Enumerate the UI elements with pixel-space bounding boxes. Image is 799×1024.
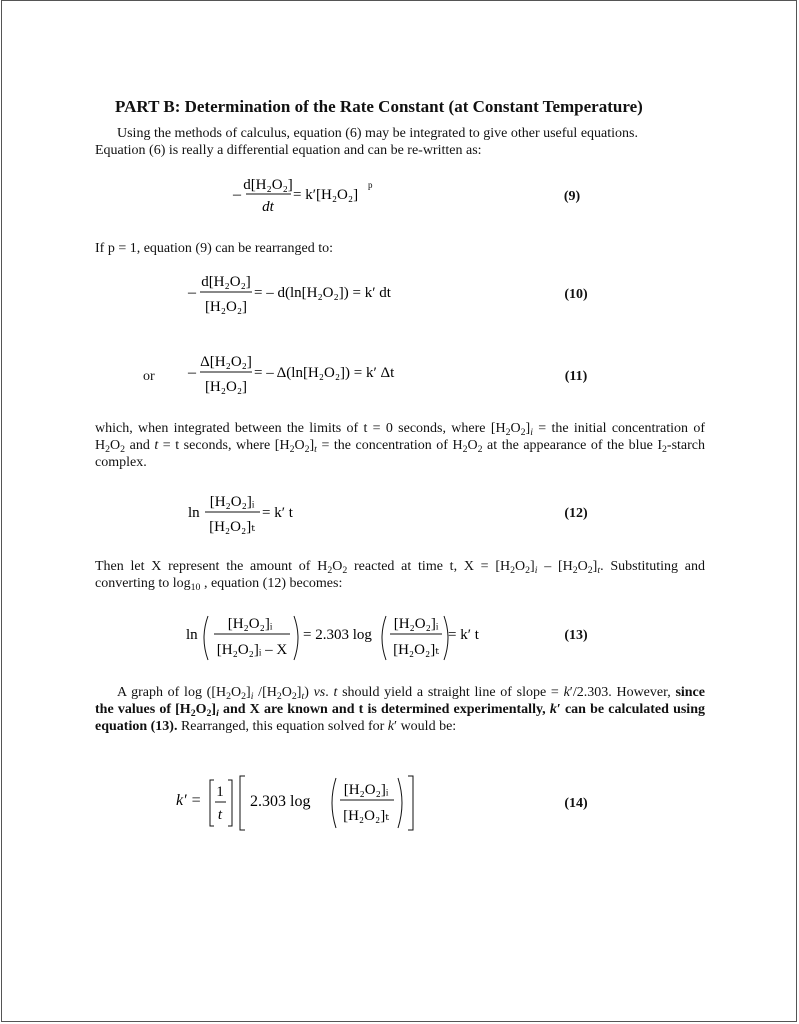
equation-number-14: (14): [564, 796, 588, 811]
p-condition-text: If p = 1, equation (9) can be rearranged to:: [95, 241, 334, 256]
equation-13: [186, 610, 516, 666]
eq10-numerator: d[H₂O₂]: [201, 274, 251, 290]
eq11-numerator: Δ[H₂O₂]: [200, 354, 252, 370]
intro-line-1: Using the methods of calculus, equation (6) may be integrated to give other useful equations.: [117, 126, 638, 141]
intro-paragraph: [95, 125, 705, 159]
eq14-numerator: [H₂O₂]ᵢ: [343, 782, 389, 798]
eq11-rhs: = – Δ(ln[H₂O₂]) = k′ Δt: [254, 365, 395, 381]
section-heading: PART B: Determination of the Rate Constant (at Constant Temperature): [115, 97, 643, 116]
equation-11: [188, 348, 428, 400]
eq12-ln: ln: [188, 505, 200, 521]
eq10-rhs: = – d(ln[H₂O₂]) = k′ dt: [254, 285, 391, 301]
eq9-power: p: [368, 180, 373, 190]
eq10-minus: –: [188, 284, 196, 301]
graph-paragraph: A graph of $\log ([H_2O_2]_i$ $/[H_2O_2]_t$) vs. t should yield a straight line of slope = k′/2.303. However, since the values of $[H_2O_2]_i$ and X are known and t is determined experimentally, k′ can be calculated using equation (13). Rearranged, this equation solved for k′ would be:: [95, 685, 705, 734]
eq13-denominator: [H₂O₂]ᵢ – X: [216, 642, 288, 658]
eq10-denominator: [H₂O₂]: [204, 299, 248, 315]
integration-paragraph: which, when integrated between the limits of t = 0 seconds, where $[H_2O_2]_i$ = the initial concentration of $H_2O_2$ and t = t seconds, where $[H_2O_2]_t$ = the concentration of $H_2O_2$ at the appearance of the blue $I_2$-starch complex.: [95, 421, 705, 470]
eq13-denominator-2: [H₂O₂]ₜ: [393, 642, 439, 658]
eq12-rhs: = k′ t: [262, 505, 293, 521]
eq12-numerator: [H₂O₂]ᵢ: [209, 494, 255, 510]
eq14-t: t: [217, 807, 223, 823]
eq14-mid: 2.303 log: [250, 793, 311, 810]
eq13-numerator: [H₂O₂]ᵢ: [227, 616, 273, 632]
intro-line-2: Equation (6) is really a differential equation and can be re-written as:: [95, 143, 482, 158]
equation-14: [176, 772, 436, 832]
eq13-numerator-2: [H₂O₂]ᵢ: [393, 616, 439, 632]
eq13-ln: ln: [186, 627, 198, 643]
equation-number-10: (10): [564, 287, 588, 302]
equation-number-13: (13): [564, 628, 588, 643]
eq12-denominator: [H₂O₂]ₜ: [209, 519, 255, 535]
eq11-denominator: [H₂O₂]: [204, 379, 248, 395]
eq14-one: 1: [216, 784, 224, 800]
eq9-minus: –: [233, 186, 241, 203]
x-paragraph: Then let X represent the amount of $H_2O_2$ reacted at time t, $X = [H_2O_2]_i - [H_2O_2]_t$. Substituting and converting to $\log_{10}$ , equation (12) becomes:: [95, 559, 705, 593]
equation-10: [188, 268, 428, 320]
equation-number-11: (11): [564, 369, 588, 384]
equation-number-9: (9): [563, 189, 581, 204]
eq14-lhs: k′ =: [176, 792, 202, 809]
eq14-denominator: [H₂O₂]ₜ: [343, 808, 389, 824]
eq9-rhs: = k′[H₂O₂]: [293, 187, 359, 203]
eq9-denominator: dt: [262, 199, 274, 215]
eq13-mid: = 2.303 log: [303, 627, 372, 643]
eq11-minus: –: [188, 364, 196, 381]
equation-9: [233, 172, 433, 218]
eq13-rhs: = k′ t: [448, 627, 479, 643]
eq11-or-label: or: [143, 369, 155, 384]
eq9-numerator: d[H₂O₂]: [243, 177, 293, 193]
equation-number-12: (12): [564, 506, 588, 521]
equation-12: [188, 488, 348, 540]
